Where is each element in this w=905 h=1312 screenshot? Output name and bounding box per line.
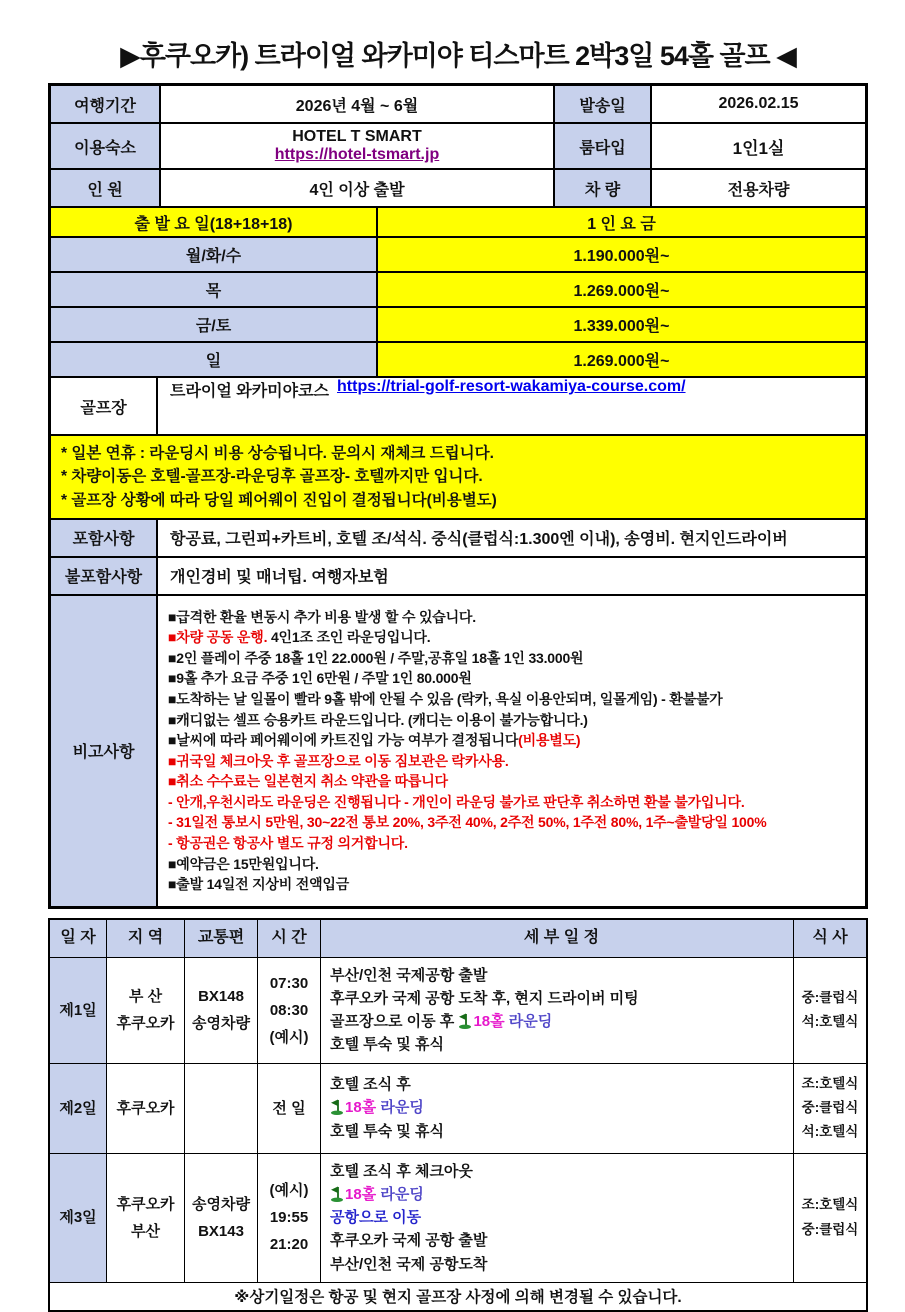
departure-day-header: 출 발 요 일(18+18+18) [51,208,378,236]
itinerary-line [330,1096,424,1119]
price-value: 1.269.000원~ [378,343,865,376]
remark-line [168,854,319,875]
transport-cell-line: BX143 [198,1222,244,1240]
remark-line [168,648,583,669]
remark-line [168,812,766,833]
text-segment: 공항으로 이동 [330,1209,422,1227]
itinerary-line [330,1010,552,1033]
text-segment: 라운딩 [376,1185,424,1203]
price-row [51,308,865,343]
included-label: 포함사항 [51,520,158,556]
day-cell [50,1154,107,1282]
dispatch-date-label: 발송일 [555,86,652,122]
departure-day: 금/토 [51,308,378,341]
golf-course-row [51,378,865,436]
meals-cell-line: 중:클럽식 [801,1099,859,1115]
header-transport: 교통편 [185,920,258,957]
time-cell [258,1154,321,1282]
time-cell-line: (예시) [269,1182,309,1200]
notice-line: * 차량이동은 호텔-골프장-라운딩후 골프장- 호텔까지만 입니다. [61,468,483,486]
price-value: 1.190.000원~ [378,238,865,271]
hotel-label: 이용숙소 [51,124,161,168]
remarks-row [51,596,865,906]
price-value: 1.269.000원~ [378,273,865,306]
room-type-value: 1인1실 [732,138,785,158]
text-segment: 후쿠오카 국제 공항 도착 후, 현지 드라이버 미팅 [330,989,639,1007]
text-segment: ■취소 수수료는 일본현지 취소 약관을 따릅니다 [168,773,448,790]
text-segment: - 31일전 통보시 5만원, 30~22전 통보 20%, 3주전 40%, 2주전 50%, 1주전 80%, 1주~출발당일 100% [168,814,767,831]
price-header: 1 인 요 금 [378,208,865,236]
text-segment: 골프장으로 이동 후 [330,1013,459,1031]
itinerary-line [330,1120,444,1143]
text-segment: ■2인 플레이 주중 18홀 1인 22.000원 / 주말,공휴일 18홀 1인 33.000원 [168,649,584,666]
region-cell-line: 후쿠오카 [116,1099,175,1117]
text-segment: 호텔 투숙 및 휴식 [330,1122,444,1140]
transport-cell [185,958,258,1063]
transport-cell-line: 송영차량 [192,1015,250,1033]
header-time: 시 간 [258,920,321,957]
remarks-label: 비고사항 [51,596,158,906]
text-segment: ■예약금은 15만원입니다. [168,855,319,872]
itinerary-line [330,1229,487,1252]
golf-flag-icon [458,1013,473,1030]
hotel-name: HOTEL T SMART [292,128,422,145]
info-row-period [51,86,865,124]
remark-line [168,689,723,710]
schedule-footer: ※상기일정은 항공 및 현지 골프장 사정에 의해 변경될 수 있습니다. [234,1289,682,1307]
itinerary-line [330,1206,421,1229]
price-value: 1.339.000원~ [378,308,865,341]
trip-info-table [48,83,868,909]
price-header-row [51,208,865,238]
schedule-row [50,1064,866,1154]
vehicle-label: 차 량 [555,170,652,206]
text-segment: - 항공권은 항공사 별도 규정 의거합니다. [168,835,408,852]
text-segment: 라운딩 [504,1013,553,1031]
text-segment: ■차량 공동 운행. [168,629,271,646]
day-cell [50,1064,107,1153]
region-cell-line: 부산 [131,1222,160,1240]
remark-line [168,710,588,731]
text-segment: (비용별도) [518,732,581,749]
text-segment: ■도착하는 날 일몰이 빨라 9홀 밖에 안될 수 있음 (락카, 욕실 이용안되며, 일몰게임) - 환불불가 [168,691,723,708]
region-cell-line: 후쿠오카 [116,1195,175,1213]
text-segment: - 안개,우천시라도 라운딩은 진행됩니다 - 개인이 라운딩 불가로 판단후 취소하면 환불 불가입니다. [168,793,745,810]
region-cell-line: 부 산 [128,988,163,1006]
schedule-row [50,1154,866,1283]
meals-cell-line: 조:호텔식 [801,1197,859,1213]
text-segment: ■9홀 추가 요금 주중 1인 6만원 / 주말 1인 80.000원 [168,670,472,687]
hotel-value [161,124,555,168]
text-segment: 부산/인천 국제공항 출발 [330,966,488,984]
info-row-pax [51,170,865,208]
time-cell-line: (예시) [269,1028,309,1046]
itinerary-cell [321,1064,794,1153]
remark-line [168,874,349,895]
text-segment: 호텔 조식 후 체크아웃 [330,1162,473,1180]
remark-line [168,607,476,628]
golf-flag-icon [330,1099,345,1116]
text-segment: ■날씨에 따라 페어웨이에 카트진입 가능 여부가 결정됩니다 [168,732,519,749]
header-region: 지 역 [107,920,185,957]
time-cell-line: 21:20 [269,1236,309,1254]
notice-box [51,436,865,518]
meals-cell-line: 중:클럽식 [801,989,859,1005]
remark-line [168,668,472,689]
golf-course-name: 트라이얼 와카미야코스 [170,383,330,400]
vehicle-value: 전용차량 [727,181,790,199]
itinerary-line [330,964,487,987]
itinerary-line [330,1073,411,1096]
period-value: 2026년 4월 ~ 6월 [161,86,555,122]
schedule-table [48,918,868,1312]
schedule-header-row [50,920,866,958]
header-day: 일 자 [50,920,107,957]
transport-cell-line: 송영차량 [192,1195,250,1213]
golf-course-link[interactable]: https://trial-golf-resort-wakamiya-course.com/ [337,378,686,395]
text-segment: 부산/인천 국제 공항도착 [330,1255,488,1273]
time-cell [258,1064,321,1153]
room-type-label: 룸타입 [555,124,652,168]
text-segment: ■출발 14일전 지상비 전액입금 [168,876,350,893]
remark-line [168,730,580,751]
departure-day: 목 [51,273,378,306]
text-segment: 18홀 [345,1099,377,1117]
text-segment: 후쿠오카 국제 공항 출발 [330,1232,488,1250]
region-cell [107,1154,185,1282]
day-cell [50,958,107,1063]
text-segment: 4인1조 조인 라운딩입니다. [270,629,431,646]
text-segment: 라운딩 [376,1099,424,1117]
remark-line [168,833,408,854]
itinerary-line [330,1160,473,1183]
time-cell-line: 19:55 [269,1209,309,1227]
excluded-row [51,558,865,596]
itinerary-cell [321,958,794,1063]
text-segment: ■급격한 환율 변동시 추가 비용 발생 할 수 있습니다. [168,608,476,625]
meals-cell-line: 석:호텔식 [801,1124,859,1140]
itinerary-line [330,987,639,1010]
text-segment: 호텔 투숙 및 휴식 [330,1036,444,1054]
golf-flag-icon [330,1186,345,1203]
pax-label: 인 원 [51,170,161,206]
transport-cell [185,1064,258,1153]
text-segment: 호텔 조식 후 [330,1076,411,1094]
region-cell [107,1064,185,1153]
notice-line: * 골프장 상황에 따라 당일 페어웨이 진입이 결정됩니다(비용별도) [61,491,497,509]
time-cell [258,958,321,1063]
golf-course-label: 골프장 [51,378,158,434]
transport-cell [185,1154,258,1282]
region-cell-line: 후쿠오카 [116,1015,175,1033]
meals-cell-line: 중:클럽식 [801,1221,859,1237]
header-itinerary: 세 부 일 정 [321,920,794,957]
remark-line [168,771,448,792]
departure-day: 월/화/수 [51,238,378,271]
remark-line [168,751,509,772]
golf-course-value [158,378,865,434]
hotel-link[interactable]: https://hotel-tsmart.jp [274,146,440,163]
itinerary-line [330,1253,487,1276]
departure-day: 일 [51,343,378,376]
dispatch-date-value: 2026.02.15 [718,95,799,112]
itinerary-line [330,1033,444,1056]
header-meals: 식 사 [794,920,866,957]
meals-cell-line: 석:호텔식 [801,1014,859,1030]
day-cell-line: 제2일 [59,1099,97,1117]
day-cell-line: 제1일 [59,1001,97,1019]
included-value: 항공료, 그린피+카트비, 호텔 조/석식. 중식(클럽식:1.300엔 이내), 송영비. 현지인드라이버 [170,531,788,549]
notice-line: * 일본 연휴 : 라운딩시 비용 상승됩니다. 문의시 재체크 드립니다. [61,445,494,462]
day-cell-line: 제3일 [59,1209,97,1227]
info-row-hotel [51,124,865,170]
schedule-row [50,958,866,1064]
text-segment: 18홀 [473,1013,505,1031]
excluded-value: 개인경비 및 매너팁. 여행자보험 [170,569,389,587]
text-segment: ■귀국일 체크아웃 후 골프장으로 이동 짐보관은 락카사용. [168,752,509,769]
excluded-label: 불포함사항 [51,558,158,594]
remarks-list [158,596,865,906]
schedule-body [50,958,866,1283]
time-cell-line: 08:30 [269,1001,309,1019]
transport-cell-line: BX148 [198,988,244,1006]
meals-cell [794,958,866,1063]
region-cell [107,958,185,1063]
meals-cell [794,1154,866,1282]
price-row [51,273,865,308]
meals-cell [794,1064,866,1153]
remark-line [168,792,745,813]
page-title: ▶후쿠오카) 트라이얼 와카미야 티스마트 2박3일 54홀 골프 ◀ [120,41,796,71]
notice-row [51,436,865,520]
text-segment: 18홀 [345,1185,377,1203]
pax-value: 4인 이상 출발 [161,170,555,206]
included-row [51,520,865,558]
itinerary-line [330,1183,424,1206]
text-segment: ■캐디없는 셀프 승용카트 라운드입니다. (캐디는 이용이 불가능합니다.) [168,711,588,728]
time-cell-line: 전 일 [272,1099,306,1117]
price-row [51,343,865,378]
remark-line [168,627,430,648]
time-cell-line: 07:30 [269,974,309,992]
period-label: 여행기간 [51,86,161,122]
itinerary-cell [321,1154,794,1282]
meals-cell-line: 조:호텔식 [801,1075,859,1091]
price-row [51,238,865,273]
